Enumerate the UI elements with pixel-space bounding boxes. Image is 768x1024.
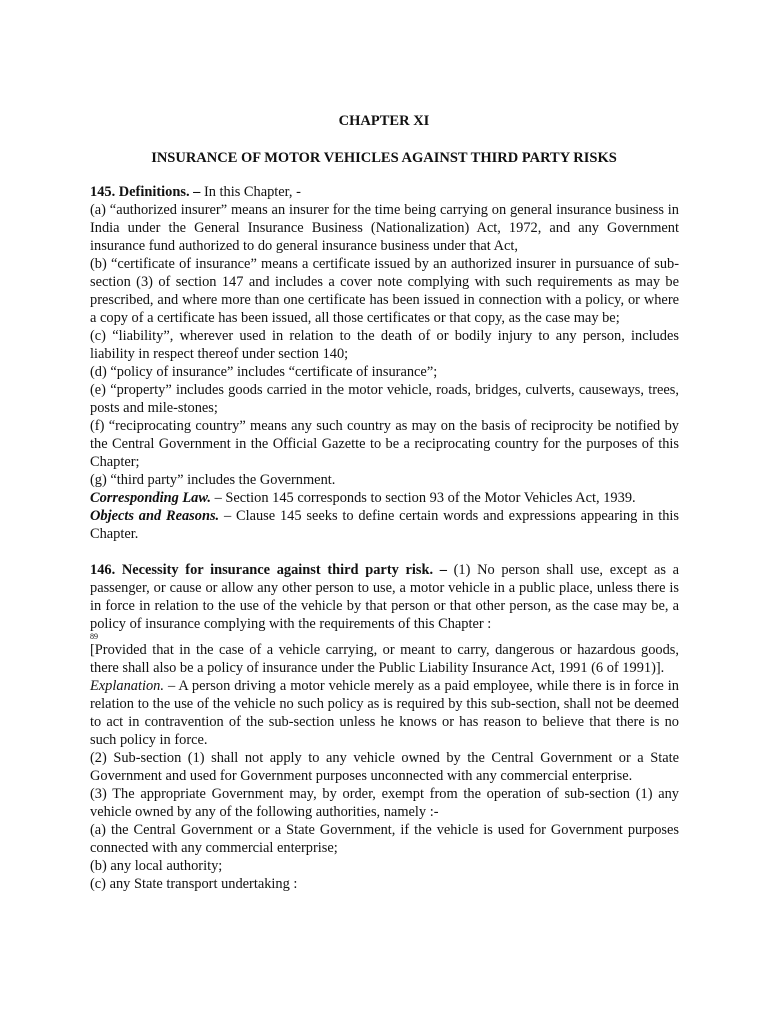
definition-c: (c) “liability”, wherever used in relation to the death of or bodily injury to any person, includes liability in respect thereof under section 140; <box>90 328 679 362</box>
section-146-heading: 146. Necessity for insurance against third party risk. – <box>90 562 447 578</box>
section-146-paragraph-1 <box>90 561 679 633</box>
definition-d: (d) “policy of insurance” includes “certificate of insurance”; <box>90 364 438 380</box>
proviso: [Provided that in the case of a vehicle carrying, or meant to carry, dangerous or hazardous goods, there shall also be a policy of insurance under the Public Liability Insurance Act, 1991 (6 of 1991)]. <box>90 642 679 676</box>
definition-b: (b) “certificate of insurance” means a certificate issued by an authorized insurer in pursuance of sub-section (3) of section 147 and includes a cover note complying with such requirements as may be prescribed, and where more than one certificate has been issued in connection with a policy, or where a copy of a certificate has been issued, all those certificates or that copy, as the case may be; <box>90 256 679 326</box>
corresponding-law-label: Corresponding Law. <box>90 490 212 506</box>
definition-a: (a) “authorized insurer” means an insurer for the time being carrying on general insurance business in India under the General Insurance Business (Nationalization) Act, 1972, and any Government insurance fund authorized to do general insurance business under that Act, <box>90 202 679 254</box>
section-spacer <box>90 543 679 561</box>
corresponding-law-text: – Section 145 corresponds to section 93 of the Motor Vehicles Act, 1939. <box>211 490 636 506</box>
objects-and-reasons <box>90 507 679 543</box>
sub-section-3-b: (b) any local authority; <box>90 858 223 874</box>
sub-section-3-a: (a) the Central Government or a State Government, if the vehicle is used for Government purposes connected with any commercial enterprise; <box>90 822 679 856</box>
sub-section-3-c: (c) any State transport undertaking : <box>90 876 298 892</box>
section-145-heading-line <box>90 183 679 201</box>
footnote-marker: 89 <box>90 632 98 641</box>
objects-and-reasons-text: – Clause 145 seeks to define certain words and expressions appearing in this Chapter. <box>90 508 679 542</box>
definition-g: (g) “third party” includes the Government. <box>90 472 336 488</box>
sub-section-3: (3) The appropriate Government may, by order, exempt from the operation of sub-section (1) any vehicle owned by any of the following authorities, namely :- <box>90 786 679 820</box>
section-146-text: (1) No person shall use, except as a passenger, or cause or allow any other person to use, a motor vehicle in a public place, unless there is in force in relation to the use of the vehicle by that person or that other person, as the case may be, a policy of insurance complying with the requirements of this Chapter : <box>90 562 679 632</box>
explanation-label: Explanation. <box>90 678 164 694</box>
sub-section-2: (2) Sub-section (1) shall not apply to any vehicle owned by the Central Government or a State Government and used for Government purposes unconnected with any commercial enterprise. <box>90 750 679 784</box>
corresponding-law <box>90 489 679 507</box>
objects-and-reasons-label: Objects and Reasons. <box>90 508 220 524</box>
section-145-intro: In this Chapter, - <box>200 184 301 200</box>
definition-f: (f) “reciprocating country” means any such country as may on the basis of reciprocity be notified by the Central Government in the Official Gazette to be a reciprocating country for the purposes of this Chapter; <box>90 418 679 470</box>
definition-e: (e) “property” includes goods carried in the motor vehicle, roads, bridges, culverts, causeways, trees, posts and mile-stones; <box>90 382 679 416</box>
explanation-text: – A person driving a motor vehicle merely as a paid employee, while there is in force in relation to the use of the vehicle no such policy as is required by this sub-section, shall not be deemed to act in contravention of the sub-section unless he knows or has reason to believe that there is no such policy in force. <box>90 678 679 748</box>
section-145-heading: 145. Definitions. – <box>90 184 201 200</box>
explanation <box>90 677 679 749</box>
document-body <box>90 183 679 893</box>
chapter-heading: CHAPTER XI <box>338 113 430 129</box>
chapter-title: INSURANCE OF MOTOR VEHICLES AGAINST THIRD PARTY RISKS <box>151 150 617 166</box>
